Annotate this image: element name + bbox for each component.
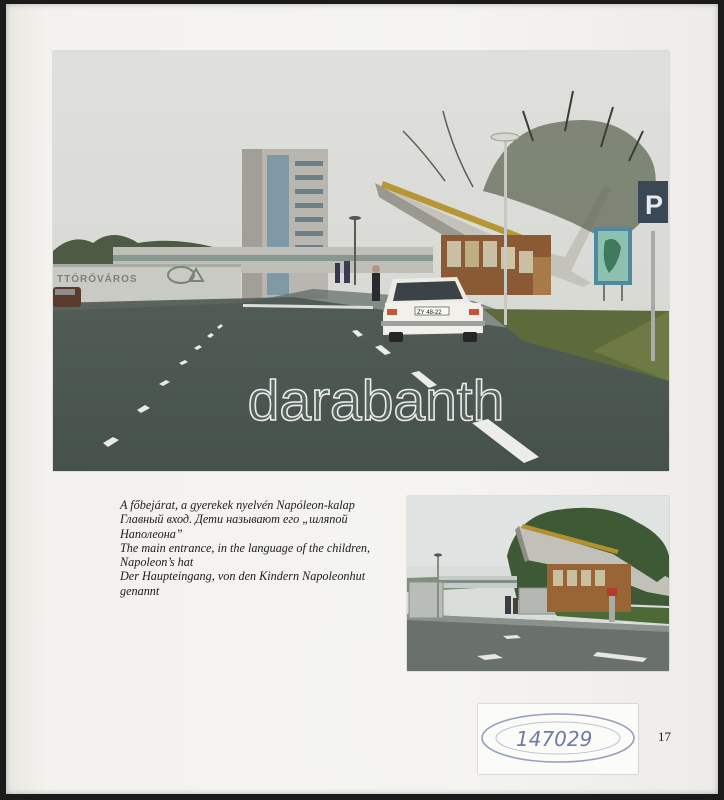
entrance-side-photo (407, 496, 669, 671)
caption-german: Der Haupteingang, von den Kindern Napoleonhut genannt (120, 569, 369, 598)
watermark: darabanth (247, 369, 505, 433)
book-page (6, 4, 718, 794)
caption-russian: Главный вход. Дети называют его „шляпой Наполеона” (120, 512, 351, 541)
inventory-sticker (478, 704, 638, 774)
car-plate: ZY 48-22 (417, 310, 442, 316)
caption-hungarian: A főbejárat, a gyerekek nyelvén Napóleon-kalap (120, 498, 355, 512)
sticker-number: 147029 (516, 727, 593, 751)
page-number: 17 (658, 729, 671, 744)
sign-text: TTÖRŐVÁROS (57, 274, 138, 285)
parking-sign-letter: P (645, 190, 664, 220)
caption-english: The main entrance, in the language of the children, Napoleon’s hat (120, 540, 374, 570)
show-through-text (209, 668, 383, 720)
photo-caption (120, 498, 400, 598)
